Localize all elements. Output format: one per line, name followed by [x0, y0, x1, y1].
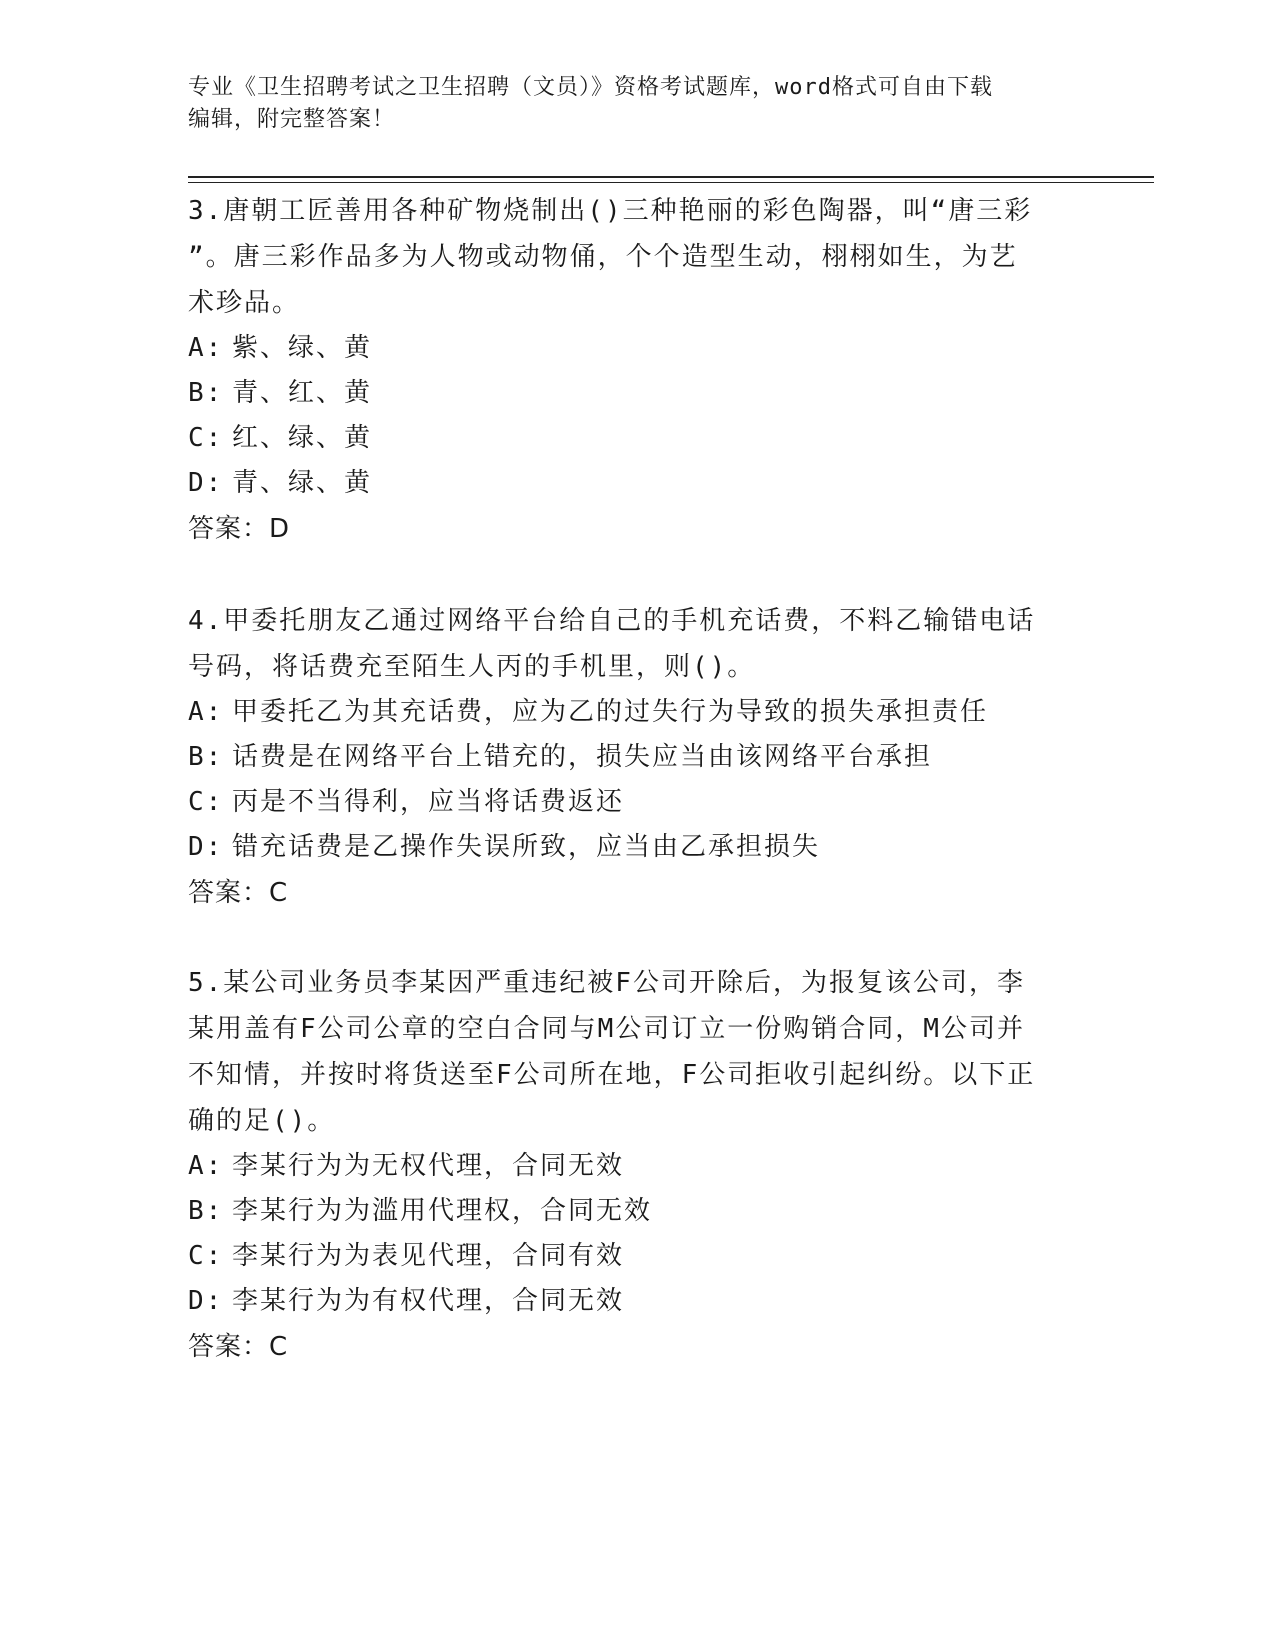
- option-label: B:: [188, 742, 224, 772]
- option-text: 李某行为为表见代理，合同有效: [232, 1241, 625, 1271]
- answer: 答案：C: [188, 878, 289, 908]
- option-label: B:: [188, 1196, 224, 1226]
- option-text: 话费是在网络平台上错充的，损失应当由该网络平台承担: [232, 742, 933, 772]
- option-text: 丙是不当得利，应当将话费返还: [232, 787, 625, 817]
- option-c: [188, 1234, 1088, 1279]
- option-label: B:: [188, 378, 224, 408]
- question-stem-line: 4.甲委托朋友乙通过网络平台给自己的手机充话费，不料乙输错电话: [188, 606, 1036, 636]
- document-header: [188, 72, 1088, 136]
- option-text: 青、红、黄: [232, 378, 373, 408]
- option-b: [188, 371, 1088, 416]
- option-text: 李某行为为无权代理，合同无效: [232, 1151, 625, 1181]
- option-text: 李某行为为有权代理，合同无效: [232, 1286, 625, 1316]
- question-5: [188, 960, 1088, 1370]
- option-c: [188, 780, 1088, 825]
- option-label: C:: [188, 787, 224, 817]
- option-label: A:: [188, 1151, 224, 1181]
- option-a: [188, 326, 1088, 371]
- option-label: A:: [188, 697, 224, 727]
- option-text: 青、绿、黄: [232, 468, 373, 498]
- option-label: C:: [188, 1241, 224, 1271]
- answer: 答案：C: [188, 1332, 289, 1362]
- question-stem-line: 确的足()。: [188, 1106, 336, 1136]
- option-text: 李某行为为滥用代理权，合同无效: [232, 1196, 653, 1226]
- question-stem-line: 术珍品。: [188, 288, 301, 318]
- question-stem-line: 某用盖有F公司公章的空白合同与M公司订立一份购销合同，M公司并: [188, 1014, 1025, 1044]
- option-d: [188, 1279, 1088, 1324]
- header-divider-thin: [188, 182, 1154, 183]
- question-stem-line: ”。唐三彩作品多为人物或动物俑，个个造型生动，栩栩如生，为艺: [188, 242, 1018, 272]
- option-text: 甲委托乙为其充话费，应为乙的过失行为导致的损失承担责任: [232, 697, 989, 727]
- question-stem-line: 号码，将话费充至陌生人丙的手机里，则()。: [188, 652, 756, 682]
- option-d: [188, 461, 1088, 506]
- option-label: D:: [188, 832, 224, 862]
- header-line-1: 专业《卫生招聘考试之卫生招聘（文员）》资格考试题库，word格式可自由下载: [188, 75, 993, 100]
- option-c: [188, 416, 1088, 461]
- question-stem-line: 3.唐朝工匠善用各种矿物烧制出()三种艳丽的彩色陶器，叫“唐三彩: [188, 196, 1033, 226]
- header-line-2: 编辑，附完整答案！: [188, 107, 396, 132]
- option-label: A:: [188, 333, 224, 363]
- option-b: [188, 735, 1088, 780]
- answer: 答案：D: [188, 514, 291, 544]
- question-stem-line: 不知情，并按时将货送至F公司所在地，F公司拒收引起纠纷。以下正: [188, 1060, 1036, 1090]
- option-text: 红、绿、黄: [232, 423, 373, 453]
- option-label: D:: [188, 468, 224, 498]
- option-text: 错充话费是乙操作失误所致，应当由乙承担损失: [232, 832, 821, 862]
- option-label: D:: [188, 1286, 224, 1316]
- option-a: [188, 1144, 1088, 1189]
- option-label: C:: [188, 423, 224, 453]
- option-d: [188, 825, 1088, 870]
- question-4: [188, 598, 1088, 916]
- question-stem-line: 5.某公司业务员李某因严重违纪被F公司开除后，为报复该公司，李: [188, 968, 1025, 998]
- header-divider-thick: [188, 176, 1154, 178]
- question-3: [188, 188, 1088, 552]
- option-text: 紫、绿、黄: [232, 333, 373, 363]
- option-b: [188, 1189, 1088, 1234]
- option-a: [188, 690, 1088, 735]
